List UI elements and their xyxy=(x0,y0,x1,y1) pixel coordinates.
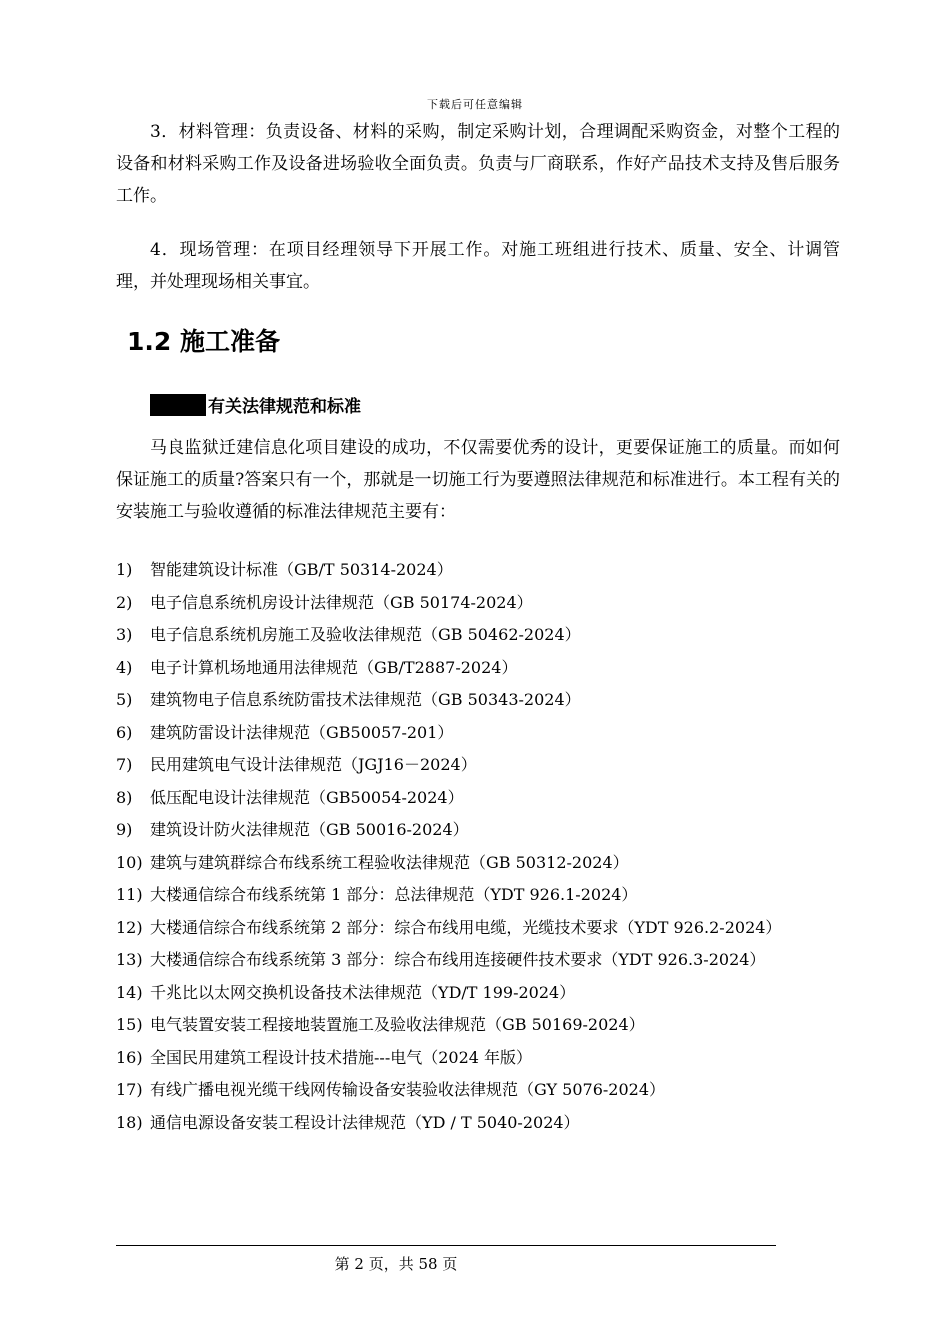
list-item: 4) 电子计算机场地通用法律规范（GB/T2887-2024） xyxy=(116,657,518,677)
list-item: 15) 电气装置安装工程接地装置施工及验收法律规范（GB 50169-2024） xyxy=(116,1015,645,1034)
paragraph-materials: 3．材料管理：负责设备、材料的采购，制定采购计划，合理调配采购资金，对整个工程的设备和材料采购工作及设备进场验收全面负责。负责与厂商联系，作好产品技术支持及售后服务工作。 xyxy=(116,122,840,206)
list-item: 12) 大楼通信综合布线系统第 2 部分：综合布线用电缆，光缆技术要求（YDT 926.2-2024） xyxy=(116,917,782,937)
list-item: 9) 建筑设计防火法律规范（GB 50016-2024） xyxy=(116,820,469,839)
list-item: 13) 大楼通信综合布线系统第 3 部分：综合布线用连接硬件技术要求（YDT 926.3-2024） xyxy=(116,950,766,969)
list-item: 3) 电子信息系统机房施工及验收法律规范（GB 50462-2024） xyxy=(116,625,581,644)
page-number: 第 2 页，共 58 页 xyxy=(334,1255,458,1273)
header-note: 下载后可任意编辑 xyxy=(427,98,523,111)
paragraph-site: 4．现场管理：在项目经理领导下开展工作。对施工班组进行技术、质量、安全、计调管理，并处理现场相关事宜。 xyxy=(116,240,840,292)
list-item: 6) 建筑防雷设计法律规范（GB50057-201） xyxy=(116,722,454,742)
list-item: 2) 电子信息系统机房设计法律规范（GB 50174-2024） xyxy=(116,592,533,612)
section-heading: 1.2 施工准备 xyxy=(127,327,280,356)
list-item: 18) 通信电源设备安装工程设计法律规范（YD / T 5040-2024） xyxy=(116,1112,580,1132)
list-item: 1) 智能建筑设计标准（GB/T 50314-2024） xyxy=(116,560,453,579)
list-item: 11) 大楼通信综合布线系统第 1 部分：总法律规范（YDT 926.1-2024） xyxy=(116,885,638,904)
list-item: 7) 民用建筑电气设计法律规范（JGJ16－2024） xyxy=(116,755,477,774)
list-item: 16) 全国民用建筑工程设计技术措施---电气（2024 年版） xyxy=(116,1047,533,1067)
list-item: 14) 千兆比以太网交换机设备技术法律规范（YD/T 199-2024） xyxy=(116,982,576,1002)
list-item: 10) 建筑与建筑群综合布线系统工程验收法律规范（GB 50312-2024） xyxy=(116,852,629,872)
standards-list xyxy=(116,554,840,1139)
list-item: 8) 低压配电设计法律规范（GB50054-2024） xyxy=(116,787,464,807)
redaction-block xyxy=(150,394,206,416)
list-item: 5) 建筑物电子信息系统防雷技术法律规范（GB 50343-2024） xyxy=(116,690,581,709)
subheading-text: 有关法律规范和标准 xyxy=(208,397,361,417)
footer-divider xyxy=(116,1245,776,1246)
list-item: 17) 有线广播电视光缆干线网传输设备安装验收法律规范（GY 5076-2024） xyxy=(116,1080,665,1099)
paragraph-intro: 马良监狱迁建信息化项目建设的成功，不仅需要优秀的设计，更要保证施工的质量。而如何保证施工的质量?答案只有一个，那就是一切施工行为要遵照法律规范和标准进行。本工程有关的安装施工与验收遵循的标准法律规范主要有： xyxy=(116,438,840,522)
subheading xyxy=(150,392,361,417)
